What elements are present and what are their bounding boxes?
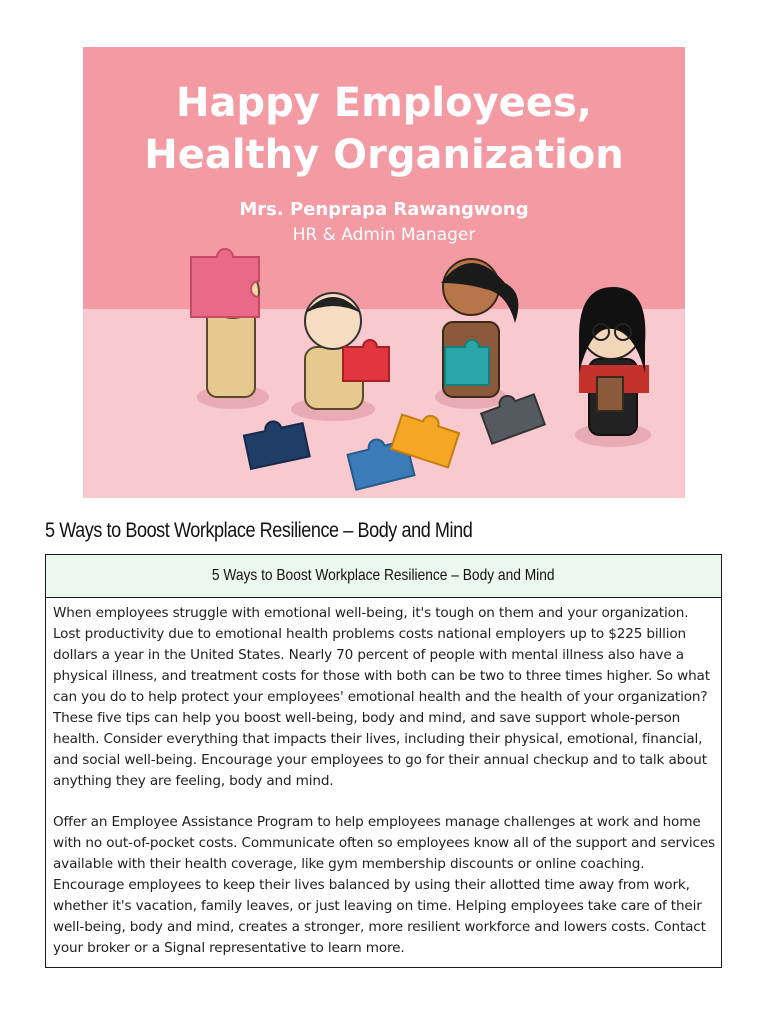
- figure-holding-pink-puzzle: [191, 249, 269, 409]
- article-heading: 5 Ways to Boost Workplace Resilience – Body and Mind: [45, 519, 473, 542]
- presenter-name: Mrs. Penprapa Rawangwong: [239, 199, 529, 220]
- article-box-title: 5 Ways to Boost Workplace Resilience – Body and Mind: [212, 567, 555, 584]
- puzzle-piece-navy: [242, 415, 309, 469]
- paragraph-1: When employees struggle with emotional well-being, it's tough on them and your organization. Lost productivity due to emotional health problems costs national employers up to $225 billion dollars a year in the United States. Nearly 70 percent of people with mental illness also have a physical illness, and treatment costs for those with both can be two to three times higher. So what can you do to help protect your employees' emotional health and the health of your organization? These five tips can help you boost well-being, body and mind, and save support whole-person health. Consider everything that impacts their lives, including their physical, emotional, financial, and social well-being. Encourage your employees to go for their annual checkup and to talk about anything they are feeling, body and mind.: [53, 605, 710, 789]
- paragraph-2: Offer an Employee Assistance Program to help employees manage challenges at work and home with no out-of-pocket costs. Communicate often so employees know all of the support and services available with their health coverage, like gym membership discounts or online coaching. Encourage employees to keep their lives balanced by using their allotted time away from work, whether it's vacation, family leaves, or just leaving on time. Helping employees take care of their well-being, body and mind, creates a stronger, more resilient workforce and lowers costs. Contact your broker or a Signal representative to learn more.: [53, 814, 715, 956]
- article-box: [45, 554, 722, 968]
- banner-title: Happy Employees, Healthy Organization: [144, 80, 624, 178]
- figure-sitting-red-puzzle: [291, 293, 389, 421]
- banner-image: [83, 47, 685, 498]
- figure-standing-teal-puzzle: [435, 259, 518, 409]
- figure-manager-with-clipboard: [575, 287, 651, 447]
- presenter-role: HR & Admin Manager: [292, 225, 476, 245]
- article-body: [46, 598, 721, 959]
- article-box-header: [46, 555, 721, 598]
